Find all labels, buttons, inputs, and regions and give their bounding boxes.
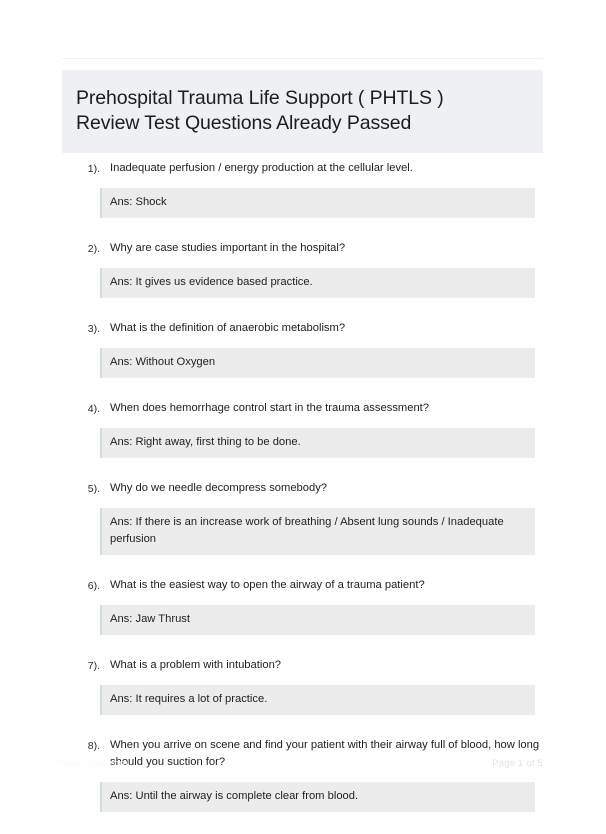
page-indicator: Page 1 of 5 (492, 758, 543, 769)
page-footer (0, 758, 606, 774)
question-text: When does hemorrhage control start in the trauma assessment? (110, 402, 430, 414)
qa-item (0, 160, 606, 218)
question-number: 3). (87, 323, 100, 335)
question-text: What is the definition of anaerobic metabolism? (110, 322, 346, 334)
qa-item (0, 737, 606, 812)
question-text: Why are case studies important in the hospital? (110, 242, 346, 254)
answer-text: Ans: Until the airway is complete clear from blood. (110, 790, 359, 802)
answer-box (100, 268, 535, 298)
qa-item (0, 240, 606, 298)
question-number: 8). (87, 740, 100, 752)
question-answer-list (0, 160, 606, 834)
qa-item (0, 480, 606, 555)
question-row (0, 577, 606, 594)
question-number: 5). (87, 483, 100, 495)
top-divider (62, 58, 543, 59)
answer-box (100, 188, 535, 218)
answer-text: Ans: Jaw Thrust (110, 613, 191, 625)
answer-box (100, 782, 535, 812)
question-text: When you arrive on scene and find your patient with their airway full of blood, how long should you suction for? (110, 739, 540, 768)
question-number: 2). (87, 243, 100, 255)
answer-box (100, 428, 535, 458)
document-title-block (62, 70, 543, 153)
qa-item (0, 400, 606, 458)
question-number: 6). (87, 580, 100, 592)
answer-text: Ans: Shock (110, 196, 167, 208)
qa-item (0, 577, 606, 635)
watermark-text: PaperStoic.com (58, 758, 128, 769)
question-text: What is a problem with intubation? (110, 659, 282, 671)
question-number: 1). (87, 163, 100, 175)
question-text: Inadequate perfusion / energy production at the cellular level. (110, 162, 413, 174)
question-row (0, 480, 606, 497)
question-row (0, 320, 606, 337)
answer-text: Ans: If there is an increase work of breathing / Absent lung sounds / Inadequate perfusion (110, 516, 504, 545)
question-text: What is the easiest way to open the airway of a trauma patient? (110, 579, 425, 591)
question-row (0, 240, 606, 257)
page-title-line-2: Review Test Questions Already Passed (76, 112, 412, 134)
answer-box (100, 685, 535, 715)
answer-box (100, 348, 535, 378)
question-number: 4). (87, 403, 100, 415)
answer-text: Ans: It gives us evidence based practice. (110, 276, 313, 288)
question-row (0, 657, 606, 674)
answer-text: Ans: It requires a lot of practice. (110, 693, 268, 705)
answer-box (100, 605, 535, 635)
answer-text: Ans: Without Oxygen (110, 356, 216, 368)
question-row (0, 160, 606, 177)
answer-box (100, 508, 535, 555)
qa-item (0, 320, 606, 378)
answer-text: Ans: Right away, first thing to be done. (110, 436, 301, 448)
question-row (0, 400, 606, 417)
qa-item (0, 657, 606, 715)
question-text: Why do we needle decompress somebody? (110, 482, 328, 494)
question-number: 7). (87, 660, 100, 672)
page-title-line-1: Prehospital Trauma Life Support ( PHTLS ) (76, 87, 444, 109)
